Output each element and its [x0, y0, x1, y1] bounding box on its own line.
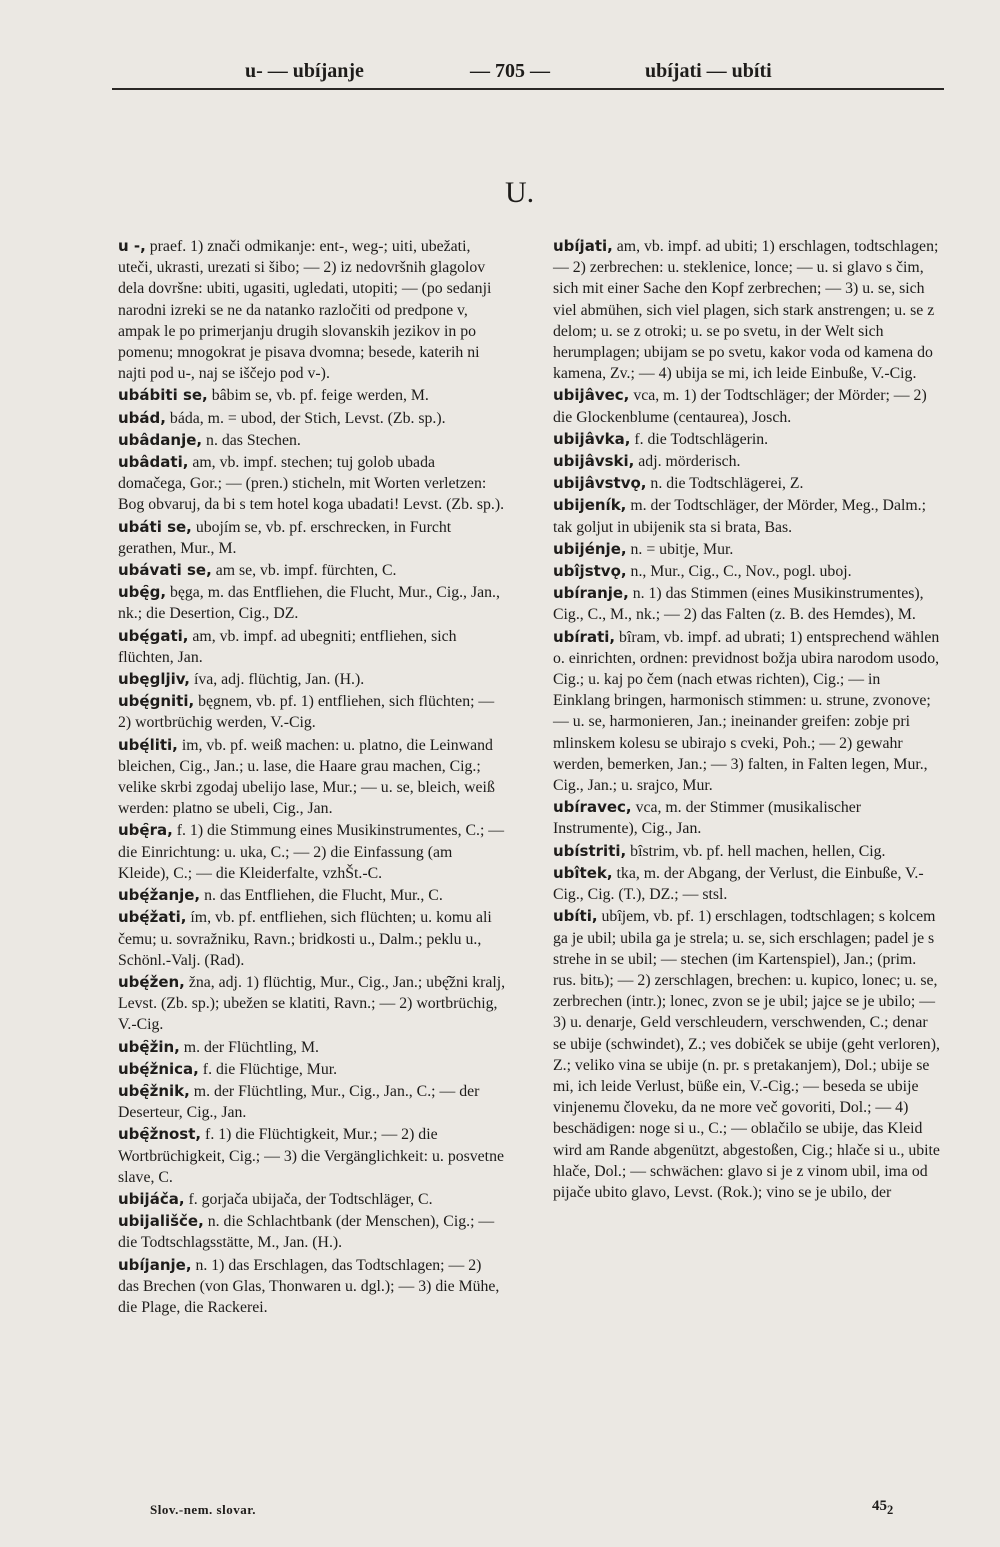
definition: f. die Flüchtige, Mur. [198, 1060, 338, 1078]
definition: n. = ubitje, Mur. [626, 540, 734, 558]
headword: ubę́žati, [118, 908, 187, 927]
definition: bęga, m. das Entfliehen, die Flucht, Mur., Cig., Jan., nk.; die Desertion, Cig., DZ. [118, 584, 500, 623]
headword: ubijâvstvǫ, [553, 474, 647, 493]
footer-signature: Slov.-nem. slovar. [150, 1502, 257, 1517]
dictionary-entry [118, 1124, 506, 1188]
header-rule [112, 88, 944, 90]
dictionary-entry [118, 582, 506, 624]
dictionary-entry [118, 408, 506, 429]
definition: n. 1) das Erschlagen, das Todtschlagen; — 2) das Brechen (von Glas, Thonwaren u. dgl.); — 3) die Mühe, die Plage, die Rackerei. [118, 1256, 500, 1316]
headword: ubę́gati, [118, 626, 189, 645]
definition: f. 1) die Stimmung eines Musikinstrumentes, C.; — die Einrichtung: u. uka, C.; — 2) die Einfassung (am Kleide), C.; — die Kleiderfalte, vzhŠt.-C. [118, 822, 505, 882]
definition: bâbim se, vb. pf. feige werden, M. [207, 387, 429, 405]
dictionary-entry [118, 735, 506, 820]
footer-sheet-mark [872, 1498, 893, 1518]
definition: n. die Schlachtbank (der Menschen), Cig.; — die Todtschlagsstätte, M., Jan. (H.). [118, 1213, 495, 1252]
running-head-left: u- — ubíjanje [245, 60, 364, 82]
dictionary-entry [553, 451, 941, 472]
dictionary-entry [118, 885, 506, 906]
dictionary-entry [118, 1255, 506, 1319]
headword: ubę́žanje, [118, 886, 201, 905]
headword: ubę̑g, [118, 583, 167, 602]
headword: ubírati, [553, 627, 616, 646]
headword: ubîjstvǫ, [553, 562, 627, 581]
dictionary-entry [118, 430, 506, 451]
headword: ubávati se, [118, 561, 212, 580]
dictionary-entry [118, 1037, 506, 1058]
right-column [553, 236, 941, 1204]
headword: ubę́liti, [118, 735, 178, 754]
dictionary-entry [553, 627, 941, 797]
headword: ubijáča, [118, 1189, 185, 1208]
running-head-right: ubíjati — ubíti [645, 60, 772, 82]
headword: ubíravec, [553, 798, 632, 817]
dictionary-entry [118, 1189, 506, 1210]
headword: ubę̑žin, [118, 1037, 180, 1056]
headword: ubíjati, [553, 237, 613, 255]
headword: ubíti, [553, 907, 598, 926]
dictionary-entry [553, 236, 941, 384]
definition: n., Mur., Cig., C., Nov., pogl. uboj. [626, 563, 852, 581]
sheet-sub: 2 [887, 1503, 894, 1517]
definition: žna, adj. 1) flüchtig, Mur., Cig., Jan.; ubę̑žni kralj, Levst. (Zb. sp.); ubežen se klatiti, Ravn.; — 2) wortbrüchig, V.-Cig. [118, 973, 506, 1034]
headword: ubę̑žnik, [118, 1081, 190, 1100]
dictionary-entry [118, 691, 506, 733]
definition: bîstrim, vb. pf. hell machen, hellen, Cig. [626, 842, 886, 860]
dictionary-entry [553, 495, 941, 537]
headword: ubâdati, [118, 453, 189, 472]
dictionary-entry [553, 473, 941, 494]
dictionary-entry [118, 517, 506, 559]
headword: ubę̑žnost, [118, 1125, 202, 1144]
definition: im, vb. pf. weiß machen: u. platno, die Leinwand bleichen, Cig., Jan.; u. lase, die Haare grau machen, Cig.; velike skrbi zgodaj ubelijo lase, Mur.; — u. se, bleich, weiß werden: platno se ubeli, Cig., Jan. [118, 736, 495, 818]
left-column [118, 236, 506, 1319]
definition: vca, m. der Stimmer (musikalischer Instrumente), Cig., Jan. [553, 799, 862, 838]
headword: ubijâvski, [553, 452, 635, 471]
definition: adj. mörderisch. [634, 453, 741, 471]
definition: báda, m. = ubod, der Stich, Levst. (Zb. sp.). [165, 409, 446, 427]
dictionary-entry [118, 626, 506, 668]
definition: n. das Stechen. [202, 431, 301, 449]
dictionary-entry [553, 863, 941, 905]
dictionary-entry [118, 1059, 506, 1080]
definition: am, vb. impf. ad ubiti; 1) erschlagen, todtschlagen; — 2) zerbrechen: u. steklenice, lonce; — u. si glavo s čim, sich mit einer Sache den Kopf zerbrechen; — 3) u. se, sich viel abmühen, sich viel plagen, sich stark anstrengen; u. se z delom; u. se z otroki; u. se po svetu, in der Welt sich herumplagen; ubijam se po svetu, kakor voda od kamena do kamena, Zv.; — 4) ubija se mi, ich leide Einbuße, V.-Cig. [553, 238, 939, 383]
definition: f. die Todtschlägerin. [630, 430, 769, 448]
dictionary-entry [118, 236, 506, 384]
dictionary-entry [553, 385, 941, 427]
definition: f. 1) die Flüchtigkeit, Mur.; — 2) die Wortbrüchigkeit, Cig.; — 3) die Vergänglichkeit: u. posvetne slave, C. [118, 1126, 504, 1186]
page-number: — 705 — [470, 60, 550, 82]
dictionary-entry [553, 561, 941, 582]
headword: ubę̑ra, [118, 821, 173, 840]
dictionary-entry [118, 972, 506, 1036]
definition: ím, vb. pf. entfliehen, sich flüchten; u. komu ali čemu; u. sovražniku, Ravn.; bridkosti u., Dalm.; peklu u., Schönl.-Valj. (Rad). [118, 909, 492, 969]
definition: n. das Entfliehen, die Flucht, Mur., C. [200, 887, 443, 905]
dictionary-entry [118, 1081, 506, 1123]
definition: n. 1) das Stimmen (eines Musikinstrumentes), Cig., C., M., nk.; — 2) das Falten (z. B. des Hemdes), M. [553, 585, 924, 624]
headword: ubíranje, [553, 584, 629, 603]
definition: bîram, vb. impf. ad ubrati; 1) entsprechend wählen o. einrichten, ordnen: previdnost božja ubira narodom usodo, Cig.; u. kaj po čem (nach etwas richten), Cig.; — in Einklang bringen, harmonisch stimmen: u. strune, zvonove; — u. se, harmonieren, Jan.; ineinander greifen: zobje pri mlinskem kolesu se ubirajo s cveki, Poh.; — 2) gewahr werden, bemerken, Jan.; — 3) falten, in Falten legen, Mur., Cig., Jan.; u. srajco, Mur. [553, 628, 940, 795]
headword: ubístriti, [553, 841, 627, 860]
definition: praef. 1) znači odmikanje: ent-, weg-; uiti, ubežati, uteči, ukrasti, urezati si šibo; — 2) iz nedovršnih glagolov dela dovršne: ubiti, ugasiti, ugledati, utopiti; — (po sedanji narodni izreki se ne da natanko razločiti od predpone v, ampak le po primerjanju drugih slovanskih jezikov in po pomenu; mnogokrat je pisava dvomna; besede, katerih ni najti pod u-, naj se iščejo pod v-). [118, 238, 492, 383]
definition: íva, adj. flüchtig, Jan. (H.). [190, 671, 365, 689]
definition: m. der Flüchtling, Mur., Cig., Jan., C.; — der Deserteur, Cig., Jan. [118, 1082, 480, 1122]
definition: bęgnem, vb. pf. 1) entfliehen, sich flüchten; — 2) wortbrüchig werden, V.-Cig. [118, 693, 495, 732]
definition: m. der Todtschläger, der Mörder, Meg., Dalm.; tak goljut in ubijenik sta si brata, Bas. [553, 497, 926, 536]
headword: ubijališče, [118, 1212, 204, 1231]
definition: am se, vb. impf. fürchten, C. [211, 562, 397, 580]
dictionary-entry [118, 452, 506, 516]
dictionary-entry [553, 429, 941, 450]
definition: am, vb. impf. ad ubegniti; entfliehen, sich flüchten, Jan. [118, 627, 457, 666]
definition: m. der Flüchtling, M. [179, 1038, 319, 1056]
headword: ubáti se, [118, 517, 192, 536]
headword: ubijâvec, [553, 386, 630, 405]
dictionary-entry [553, 906, 941, 1203]
headword: ubijénje, [553, 539, 627, 558]
definition: ubîjem, vb. pf. 1) erschlagen, todtschlagen; s kolcem ga je ubil; ubila ga je strela; u. se, sich erschlagen; padel je s strehe in se ubil; — stechen (im Kartenspiel), Jan.; (prim. rus. bitь); — 2) zerschlagen, brechen: u. kupico, lonec; u. se, zerbrechen (intr.); lonec, zvon se je ubil; jajce se je ubilo; — 3) u. denarje, Geld verschleudern, verschwenden, C.; denar se ubije (schwindet), Z.; ves dobiček se ubije (geht verloren), Z.; veliko vina se ubije (n. pr. s pretakanjem), Dol.; ubije se mi, ich leide Verlust, büße ein, V.-Cig.; — beseda se ubije vinjenemu človeku, da ne more več govoriti, Dol.; — 4) beschädigen: noge si u., C.; — oblačilo se ubije, das Kleid wird am Rande abgenützt, abgestoßen, Cig.; hlače si u., ubite hlače, Dol.; — schwächen: glavo si je z vinom ubil, ima od pijače ubito glavo, Levst. (Rok.); vino se je ubilo, der [553, 908, 940, 1201]
headword: ubę́žen, [118, 972, 185, 991]
dictionary-entry [553, 841, 941, 862]
definition: n. die Todtschlägerei, Z. [646, 475, 804, 493]
dictionary-entry [553, 583, 941, 625]
section-letter: U. [505, 176, 535, 209]
dictionary-entry [553, 797, 941, 839]
headword: ubijâvka, [553, 429, 631, 448]
definition: f. gorjača ubijača, der Todtschläger, C. [184, 1190, 433, 1208]
headword: ubâdanje, [118, 430, 203, 449]
headword: ubábiti se, [118, 386, 208, 405]
headword: u -, [118, 237, 146, 255]
dictionary-entry [118, 385, 506, 406]
headword: ubijeník, [553, 496, 627, 515]
dictionary-entry [118, 669, 506, 690]
sheet-number: 45 [872, 1498, 887, 1514]
definition: tka, m. der Abgang, der Verlust, die Einbuße, V.-Cig., Cig. (T.), DZ.; — stsl. [553, 864, 924, 904]
headword: ubę́gniti, [118, 692, 195, 711]
dictionary-entry [118, 1211, 506, 1253]
dictionary-entry [118, 560, 506, 581]
headword: ubád, [118, 408, 166, 427]
definition: ubojím se, vb. pf. erschrecken, in Furcht gerathen, Mur., M. [118, 518, 452, 557]
headword: ubęgljiv, [118, 670, 191, 689]
definition: am, vb. impf. stechen; tuj golob ubada domačega, Gor.; — (pren.) sticheln, mit Worten verletzen: Bog obvaruj, da bi s tem hotel koga ubadati! Levst. (Zb. sp.). [118, 454, 505, 514]
dictionary-entry [553, 539, 941, 560]
headword: ubîtek, [553, 863, 613, 882]
headword: ubę́žnica, [118, 1059, 199, 1078]
definition: vca, m. 1) der Todtschläger; der Mörder; — 2) die Glockenblume (centaurea), Josch. [553, 387, 927, 426]
headword: ubíjanje, [118, 1255, 192, 1274]
dictionary-entry [118, 907, 506, 971]
dictionary-entry [118, 820, 506, 884]
